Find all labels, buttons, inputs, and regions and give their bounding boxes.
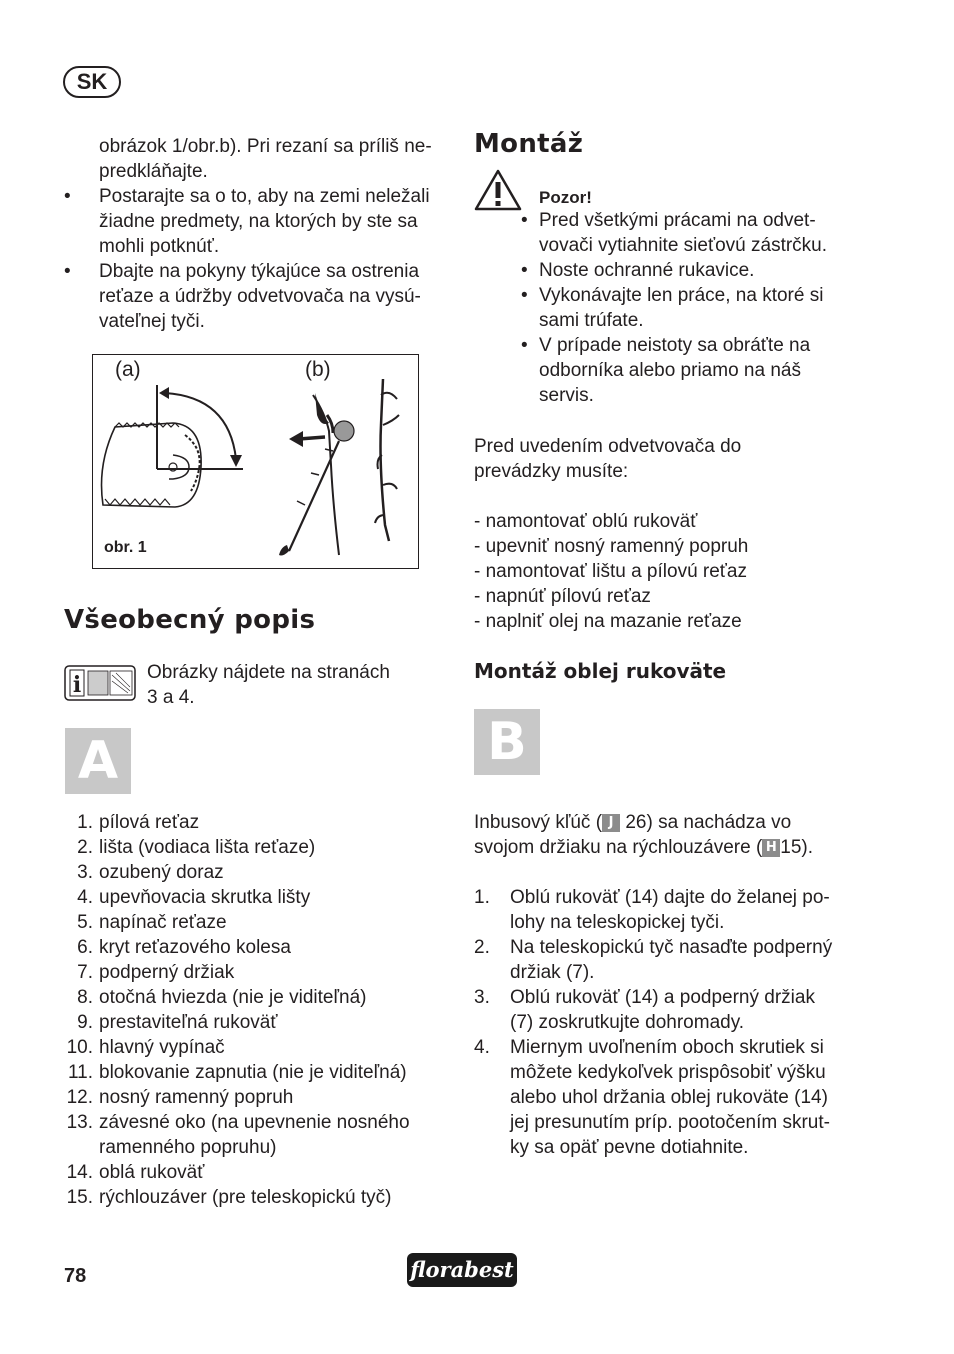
brand-logo: florabest [407,1253,517,1287]
list-item: 4. Miernym uvoľnením oboch skrutiek si môžete kedykoľvek prispôsobiť výšku alebo uhol držania oblej rukoväte (14) jej presunutím príp. pootočením skrut- ky sa opäť pevne dotiahnite. [474,1037,830,1158]
parts-list [64,810,454,1210]
list-item: - namontovať oblú rukoväť [474,511,698,532]
text-line: žiadne predmety, na ktorých by ste sa [99,211,418,232]
list-item: 1. Oblú rukoväť (14) dajte do želanej po- lohy na teleskopickej tyči. [474,887,830,933]
list-item [64,184,444,259]
list-item: 7. podperný držiak [77,962,235,983]
figure-ref-tag: H [762,839,780,857]
info-icon [64,665,136,701]
warning-title: Pozor! [539,188,592,207]
section-letter-b: B [474,709,540,775]
text-line: prevádzky musíte: [474,461,629,482]
list-item: 14. oblá rukoväť [66,1162,205,1183]
safety-bullets [64,184,444,334]
text-line: • Postarajte sa o to, aby na zemi neležali [99,186,430,207]
list-item: - upevniť nosný ramenný popruh [474,536,749,557]
warning-list [521,208,871,408]
page-number: 78 [64,1265,87,1287]
list-item: 3. Oblú rukoväť (14) a podperný držiak (7) zoskrutkujte dohromady. [474,987,815,1033]
language-badge: SK [63,66,121,98]
list-item: 13. závesné oko (na upevnenie nosného ramenného popruhu) [66,1112,410,1158]
assembly-steps [474,885,874,1160]
figure-label-b: (b) [305,358,331,381]
list-item: - napnúť pílovú reťaz [474,586,651,607]
list-item: • V prípade neistoty sa obráťte na odborníka alebo priamo na náš servis. [521,333,871,408]
text-line: Obrázky nájdete na stranách [147,662,390,683]
safety-continuation [64,134,444,334]
text-line: 3 a 4. [147,687,195,708]
figure-ref-tag: J [602,814,620,832]
list-item: 12. nosný ramenný popruh [66,1087,294,1108]
list-item [64,259,444,334]
text-line: Pred uvedením odvetvovača do [474,436,742,457]
figure-1 [92,354,419,569]
list-item: - naplniť olej na mazanie reťaze [474,611,742,632]
general-description-heading: Všeobecný popis [64,605,316,635]
list-item: • Vykonávajte len práce, na ktoré si sami trúfate. [521,283,871,333]
list-item: - namontovať lištu a pílovú reťaz [474,561,747,582]
task-list [474,509,748,634]
text-line: vateľnej tyči. [99,311,205,332]
text-line: mohli potknúť. [99,236,220,257]
list-item: 5. napínač reťaze [77,912,227,933]
list-item: • Pred všetkými prácami na odvet- vovači vytiahnite sieťovú zástrčku. [521,208,871,258]
warning-icon [474,168,522,212]
key-location-text [474,810,864,860]
figure-label-a: (a) [115,358,141,381]
list-item: 1. pílová reťaz [77,812,200,833]
handle-assembly-subheading: Montáž oblej rukoväte [474,659,727,683]
list-item: 3. ozubený doraz [77,862,224,883]
text-line: obrázok 1/obr.b). Pri rezaní sa príliš ne- [99,136,432,157]
text-line: predkláňajte. [99,161,208,182]
intro-text [474,434,741,484]
info-text [147,660,390,710]
list-item: 4. upevňovacia skrutka lišty [77,887,311,908]
list-item: 8. otočná hviezda (nie je viditeľná) [77,987,367,1008]
text-line: svojom držiaku na rýchlouzávere ( H 15). [474,837,814,858]
figure-caption: obr. 1 [104,539,147,556]
assembly-heading: Montáž [474,129,584,159]
list-item: 2. lišta (vodiaca lišta reťaze) [77,837,316,858]
list-item: 15. rýchlouzáver (pre teleskopickú tyč) [66,1187,392,1208]
svg-text:i: i [72,672,82,698]
list-item: 6. kryt reťazového kolesa [77,937,291,958]
list-item: 2. Na teleskopickú tyč nasaďte podperný držiak (7). [474,937,833,983]
list-item: 9. prestaviteľná rukoväť [77,1012,278,1033]
section-letter-a: A [65,728,131,794]
list-item: • Noste ochranné rukavice. [521,258,871,283]
list-item: 10. hlavný vypínač [66,1037,225,1058]
text-line: Inbusový kľúč ( J 26) sa nachádza vo [474,812,792,833]
list-item: 11. blokovanie zapnutia (nie je viditeľná) [67,1062,407,1083]
text-line: reťaze a údržby odvetvovača na vysú- [99,286,421,307]
text-line: • Dbajte na pokyny týkajúce sa ostrenia [99,261,420,282]
